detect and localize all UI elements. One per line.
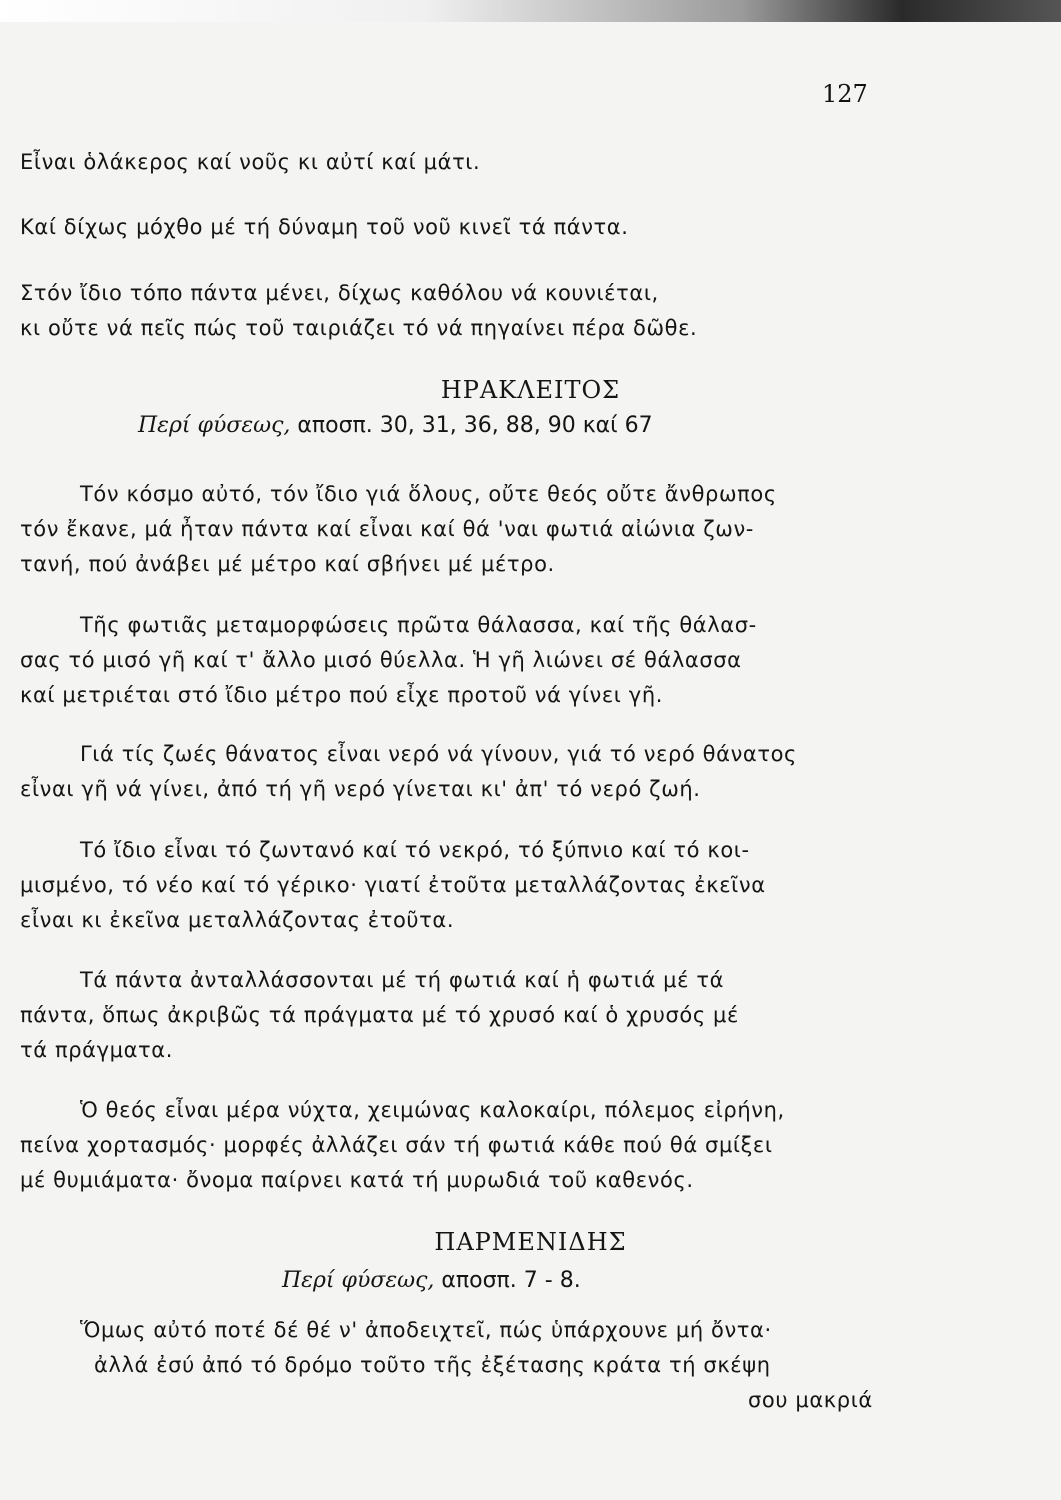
paragraph-line: Τόν κόσμο αὐτό, τόν ἴδιο γιά ὅλους, οὔτε θεός οὔτε ἄνθρωπος bbox=[80, 482, 777, 506]
paragraph-line: τανή, πού ἀνάβει μέ μέτρο καί σβήνει μέ μέτρο. bbox=[20, 552, 555, 576]
paragraph-line: Γιά τίς ζωές θάνατος εἶναι νερό νά γίνουν, γιά τό νερό θάνατος bbox=[80, 742, 797, 766]
verse-line: Καί δίχως μόχθο μέ τή δύναμη τοῦ νοῦ κινεῖ τά πάντα. bbox=[20, 215, 629, 239]
paragraph-line: τά πράγματα. bbox=[20, 1038, 173, 1062]
source-title: Περί φύσεως, bbox=[282, 1268, 435, 1293]
section-heading-heraclitus: ΗΡΑΚΛΕΙΤΟΣ bbox=[440, 376, 621, 404]
verse-line: Στόν ἴδιο τόπο πάντα μένει, δίχως καθόλου νά κουνιέται, bbox=[20, 281, 659, 305]
source-title: Περί φύσεως, bbox=[138, 413, 291, 438]
paragraph-line: πάντα, ὅπως ἀκριβῶς τά πράγματα μέ τό χρυσό καί ὁ χρυσός μέ bbox=[20, 1003, 739, 1027]
paragraph-line: εἶναι γῆ νά γίνει, ἀπό τή γῆ νερό γίνεται κι' ἀπ' τό νερό ζωή. bbox=[20, 777, 701, 801]
section-heading-parmenides: ΠΑΡΜΕΝΙΔΗΣ bbox=[434, 1228, 627, 1256]
paragraph-line: μέ θυμιάματα· ὄνομα παίρνει κατά τή μυρωδιά τοῦ καθενός. bbox=[20, 1168, 694, 1192]
paragraph-line: Τό ἴδιο εἶναι τό ζωντανό καί τό νεκρό, τό ξύπνιο καί τό κοι- bbox=[80, 838, 750, 862]
fragment-numbers: αποσπ. 7 - 8. bbox=[434, 1268, 581, 1293]
scan-top-edge bbox=[0, 0, 1061, 22]
paragraph-line: τόν ἔκανε, μά ἦταν πάντα καί εἶναι καί θά 'ναι φωτιά αἰώνια ζων- bbox=[20, 517, 754, 541]
paragraph-line: Τῆς φωτιᾶς μεταμορφώσεις πρῶτα θάλασσα, καί τῆς θάλασ- bbox=[80, 613, 757, 637]
fragment-numbers: αποσπ. 30, 31, 36, 88, 90 καί 67 bbox=[290, 413, 653, 438]
source-reference bbox=[138, 413, 653, 438]
source-reference bbox=[282, 1268, 581, 1293]
verse-line: κι οὔτε νά πεῖς πώς τοῦ ταιριάζει τό νά πηγαίνει πέρα δῶθε. bbox=[20, 316, 698, 340]
paragraph-line: πείνα χορτασμός· μορφές ἀλλάζει σάν τή φωτιά κάθε πού θά σμίξει bbox=[20, 1133, 773, 1157]
paragraph-line: εἶναι κι ἐκεῖνα μεταλλάζοντας ἐτοῦτα. bbox=[20, 908, 455, 932]
verse-line: σου μακριά bbox=[748, 1388, 873, 1412]
paragraph-line: Ὁ θεός εἶναι μέρα νύχτα, χειμώνας καλοκαίρι, πόλεμος εἰρήνη, bbox=[80, 1098, 785, 1122]
verse-line: ἀλλά ἐσύ ἀπό τό δρόμο τοῦτο τῆς ἐξέτασης κράτα τή σκέψη bbox=[94, 1353, 771, 1377]
verse-line: Ὅμως αὐτό ποτέ δέ θέ ν' ἀποδειχτεῖ, πώς ὑπάρχουνε μή ὄντα· bbox=[80, 1318, 772, 1342]
paragraph-line: Τά πάντα ἀνταλλάσσονται μέ τή φωτιά καί ἡ φωτιά μέ τά bbox=[80, 968, 725, 992]
paragraph-line: σας τό μισό γῆ καί τ' ἄλλο μισό θύελλα. Ἡ γῆ λιώνει σέ θάλασσα bbox=[20, 648, 742, 672]
paragraph-line: καί μετριέται στό ἴδιο μέτρο πού εἶχε προτοῦ νά γίνει γῆ. bbox=[20, 683, 664, 707]
verse-line: Εἶναι ὁλάκερος καί νοῦς κι αὐτί καί μάτι. bbox=[20, 150, 481, 174]
page-number: 127 bbox=[822, 80, 868, 108]
paragraph-line: μισμένο, τό νέο καί τό γέρικο· γιατί ἐτοῦτα μεταλλάζοντας ἐκεῖνα bbox=[20, 873, 766, 897]
